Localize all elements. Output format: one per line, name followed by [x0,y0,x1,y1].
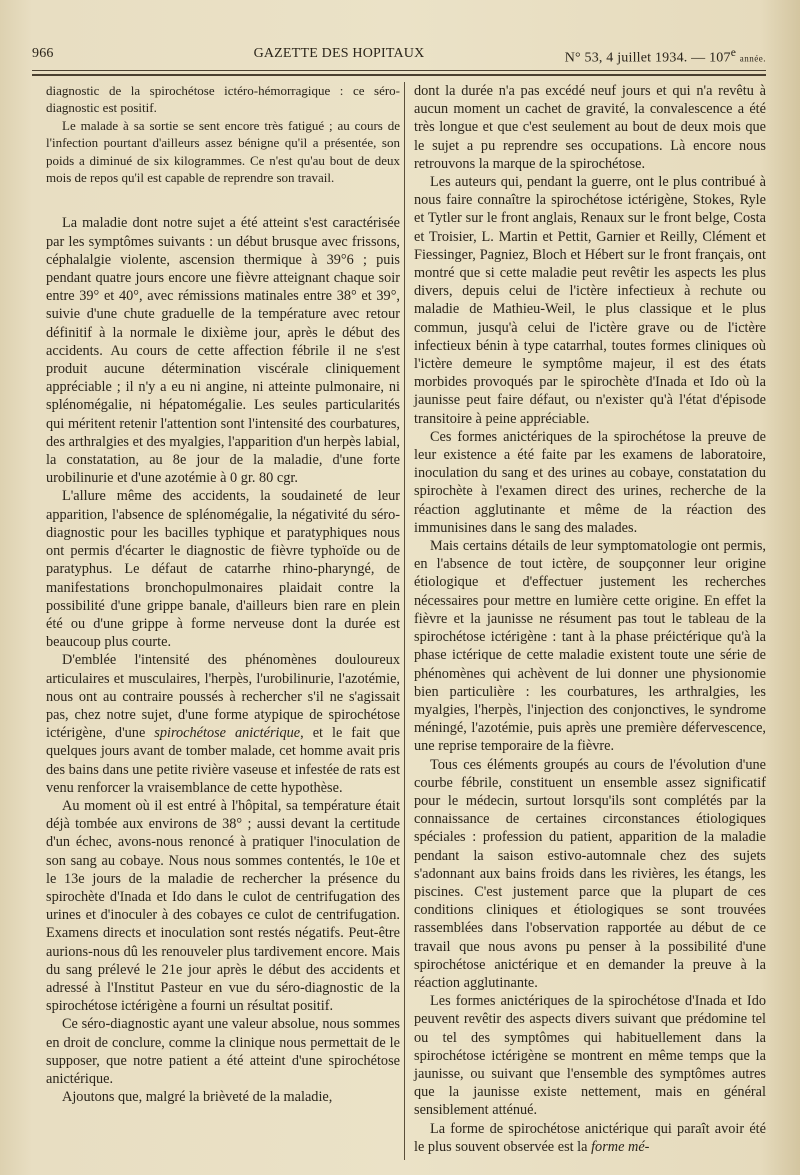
issue-sup: e [730,46,737,59]
issue-date: N° 53, 4 juillet 1934. — 107 [564,50,731,66]
paragraph: Ajoutons que, malgré la brièveté de la maladie, [62,1089,333,1106]
italic-term: forme mé- [591,1138,650,1155]
header-rule-thin [32,70,766,71]
right-column [414,82,766,1156]
text-run: La forme de spirochétose anictérique qui paraît avoir été le plus souvent observée est la [414,1120,766,1155]
running-header [32,44,766,66]
issue-suffix: année. [739,53,766,64]
paragraph: diagnostic de la spirochétose ictéro-hémorragique : ce séro-diagnostic est positif. [46,83,400,116]
journal-title: GAZETTE DES HOPITAUX [253,46,425,61]
paragraph: Ces formes anictériques de la spirochétose la preuve de leur existence a été faite par les examens de laboratoire, inoculation du sang et des urines au cobaye, constatation du spirochète à l'examen direct des urines, recherche de la réaction agglutinante et même de la réaction des immunisines dans le sang des malades. [414,428,766,536]
column-divider [404,82,405,1160]
header-rule-thick [32,74,766,76]
paragraph: L'allure même des accidents, la soudaineté de leur apparition, l'absence de splénomégalie, la négativité du séro-diagnostic pour les bacilles typhique et paratyphiques nous ont permis d'écarter le diagnostic de fièvre typhoïde ou de paratyphus. Le défaut de catarrhe rhino-pharyngé, de manifestations bronchopulmonaires plaidait contre la possibilité d'une grippe banale, d'ailleurs bien rare en plein été ou d'une grippe à forme nerveuse dont la durée est beaucoup plus courte. [46,488,400,651]
paragraph: Au moment où il est entré à l'hôpital, sa température était déjà tombée aux environs de 38° ; aussi devant la certitude d'un échec, avons-nous renoncé à pratiquer l'inoculation de son sang au cobaye. Nous nous sommes contentés, le 10e et le 13e jours de la maladie de rechercher la présence du spirochète d'Inada et Ido dans le culot de centrifugation des urines et d'inoculer à des cobayes ce culot de centrifugation. Examens directs et inoculation sont restés négatifs. Peut-être aurions-nous dû les renouveler plus tardivement encore. Mais du sang prélevé le 21e jour après le début des accidents et adressé à l'Institut Pasteur en vue du séro-diagnostic de la spirochétose ictérigène a fourni un résultat positif. [46,797,400,1015]
italic-term: spirochétose anictérique [154,725,301,742]
paragraph: Tous ces éléments groupés au cours de l'évolution d'une courbe fébrile, constituent un ensemble assez significatif pour le médecin, surtout lorsqu'ils sont complétés par la connaissance de certaines circonstances étiologiques spéciales : profession du patient, apparition de la maladie pendant la saison estivo-automnale chez des sujets s'adonnant aux bains froids dans les rivières, les étangs, les piscines. C'est justement parce que la plupart de ces conditions cliniques et étiologiques se sont trouvées rassemblées dans l'observation rapportée au début de ce travail que nous avons pu penser à la possibilité d'une spirochétose anictérique et en demander la preuve à la réaction agglutinante. [414,756,766,991]
paragraph: Ce séro-diagnostic ayant une valeur absolue, nous sommes en droit de conclure, comme la clinique nous permettait de le supposer, que notre patient a été atteint d'une spirochétose anictérique. [46,1016,400,1087]
paragraph: Les auteurs qui, pendant la guerre, ont le plus contribué à nous faire connaître la spirochétose ictérigène, Stokes, Ryle et Tytler sur le front anglais, Renaux sur le front belge, Costa et Troisier, L. Martin et Pettit, Garnier et Reilly, Clément et Fiessinger, Pagniez, Bloch et Hébert sur le front français, ont montré que si cette maladie peut revêtir les aspects les plus divers, depuis celui de l'ictère infectieux à rechute ou maladie de Mathieu-Weil, le plus classique et le plus commun, jusqu'à celui de l'ictère grave ou de l'ictère infectieux bénin à type catarrhal, toutes formes cliniques où l'ictère demeure le symptôme majeur, il est des états morbides provoqués par le spirochète d'Inada et Ido où la jaunisse peut faire défaut, ou n'exister qu'à l'état d'épisode transitoire à peine appréciable. [414,174,766,427]
paragraph: Le malade à sa sortie se sent encore très fatigué ; au cours de l'infection pourtant d'ailleurs assez bénigne qu'il a présentée, son poids a diminué de six kilogrammes. Ce n'est qu'au bout de deux mois de repos qu'il est capable de reprendre son travail. [46,117,400,186]
left-column [46,82,400,1106]
paragraph: dont la durée n'a pas excédé neuf jours et qui n'a revêtu à aucun moment un cachet de gravité, la convalescence a été très longue et que c'est seulement au bout de deux mois que le sujet a pu reprendre ses occupations. Là encore nous retrouvons la marque de la spirochétose. [414,83,766,172]
paragraph: Les formes anictériques de la spirochétose d'Inada et Ido peuvent revêtir des aspects divers suivant que prédomine tel ou tel des symptômes qui habituellement dans la spirochétose ictérigène se montrent en même temps que la jaunisse, ou suivant que l'ensemble des symptômes autres que la jaunisse existe nettement, mais en général sensiblement atténué. [414,993,766,1119]
issue-info [565,46,766,67]
page-number: 966 [32,46,54,61]
paragraph: La maladie dont notre sujet a été atteint s'est caractérisée par les symptômes suivants : un début brusque avec frissons, céphalalgie violente, ascension thermique à 39°6 ; puis pendant quatre jours encore une fièvre atteignant chaque soir entre 39° et 40°, avec rémissions matinales entre 38° et 39°, suivie d'une chute graduelle de la température avec retour définitif à la normale le dixième jour, après le début des accidents. Au cours de cette affection fébrile il ne s'est produit aucune détermination viscérale cliniquement appréciable ; il n'y a eu ni angine, ni atteinte pulmonaire, ni splénomégalie, ni hépatomégalie. Les seules particularités qui méritent retenir l'attention sont l'intensité des courbatures, des arthralgies et des myalgies, l'apparition d'un herpès labial, la constatation, au 8e jour de la maladie, d'une forte urobilinurie et d'une azotémie à 0 gr. 80 cgr. [46,215,400,487]
paragraph: Mais certains détails de leur symptomatologie ont permis, en l'absence de tout ictère, de soupçonner leur origine étiologique et d'effectuer justement les recherches nécessaires pour mettre en lumière cette origine. En effet la fièvre et la jaunisse ne résument pas tout le tableau de la spirochétose ictérigène : tant à la phase préictérique qu'à la phase ictérique de cette maladie existent toute une série de phénomènes qui achèvent de lui donner une physionomie bien particulière : les courbatures, les arthralgies, les myalgies, l'herpès, l'injection des conjonctives, le syndrome méningé, l'azotémie, puis après une première défervescence, une reprise temporaire de la fièvre. [414,538,766,755]
text-run: D'emblée l'intensité des phénomènes douloureux articulaires et musculaires, l'herpès, l'urobilinurie, l'azotémie, nous ont au contraire poussés à rechercher s'il ne s'agissait pas, chez notre sujet, d'une forme atypique de spirochétose ictérigène, d'une [46,652,400,742]
paragraph [46,651,400,797]
text-run: , et le fait que quelques jours avant de tomber malade, cet homme avait pris des bains dans une petite rivière vaseuse et infestée de rats est venu renforcer la vraisemblance de cette hypothèse. [46,725,400,796]
paragraph [414,1120,766,1156]
